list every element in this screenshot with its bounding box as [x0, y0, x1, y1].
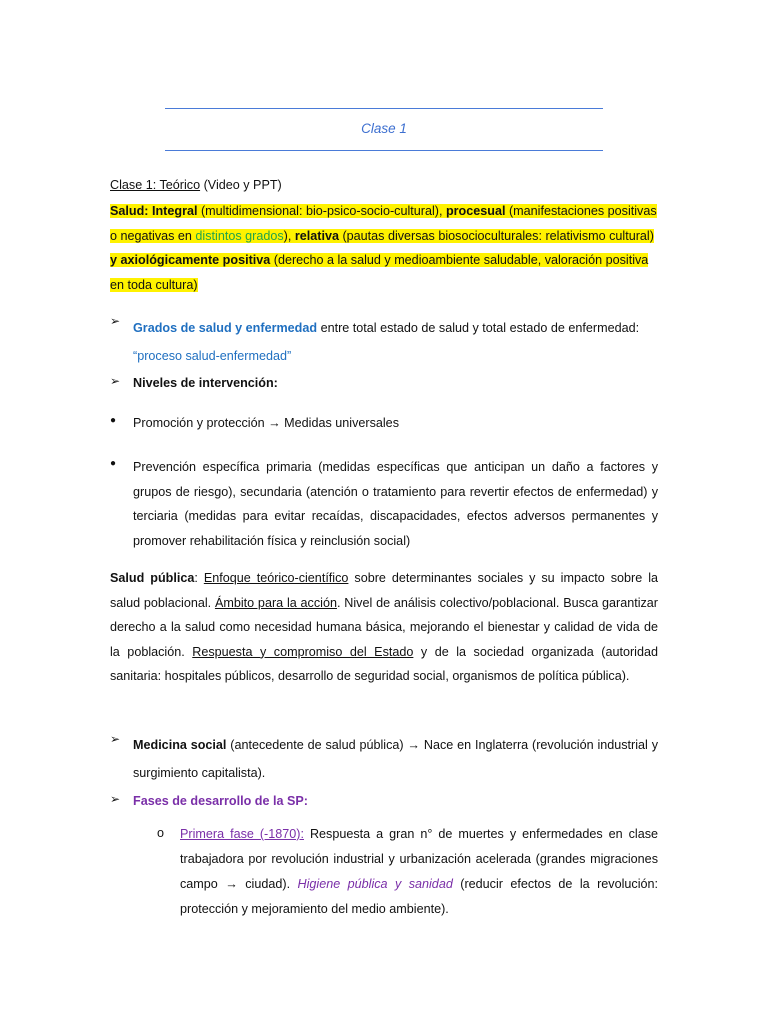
medicina-social-item [133, 731, 658, 787]
primera-fase-text-1: Respuesta a gran n° de muertes y enfermedades en clase trabajadora por revolución industrial y urbanización acelerada (grandes migraciones campo → ciudad). [180, 827, 659, 891]
grados-item [133, 314, 658, 370]
primera-fase-label: Primera fase (-1870): [180, 827, 304, 841]
procesual-text: (manifestaciones positivas o negativas en [110, 204, 657, 243]
salud-publica-label: Salud pública [110, 571, 195, 585]
niveles-heading: Niveles de intervención: [133, 376, 278, 390]
salud-publica-text-3: y de la sociedad organizada (autoridad sanitaria: hospitales públicos, desarrollo de seguridad social, organismos de política pública). [110, 644, 658, 683]
salud-publica-text-2: . Nivel de análisis colectivo/poblacional. Busca garantizar derecho a la salud como necesidad humana básica, mejorando el bienestar y calidad de vida de la población. [110, 595, 659, 659]
primera-fase-item [180, 822, 658, 922]
class-heading [110, 176, 658, 194]
grados-quote: “proceso salud-enfermedad” [133, 349, 292, 363]
axiologica-label: y axiológicamente positiva [110, 253, 271, 267]
relativa-text: (pautas diversas biosocioculturales: relativismo cultural) [338, 228, 654, 243]
respuesta-text: Respuesta y compromiso del Estado [192, 644, 414, 659]
prevencion-item: Prevención específica primaria (medidas específicas que anticipan un daño a factores y grupos de riesgo), secundaria (atención o tratamiento para revertir efectos de enfermedad) y terciaria (medidas para evitar recaídas, discapacidades, efectos adversos permanentes y promover rehabilitación física y reinclusión social) [133, 460, 658, 548]
integral-label: Integral [148, 204, 198, 218]
colon-text: : [194, 571, 204, 585]
medicina-social-text: (antecedente de salud pública) → Nace en Inglaterra (revolución industrial y surgimiento capitalista). [133, 738, 658, 780]
arrow-bullet-icon: ➢ [110, 732, 121, 746]
axiologica-text: (derecho a la salud y medioambiente saludable, valoración positiva en toda cultura) [110, 253, 649, 292]
class-heading-main: Clase 1: Teórico [110, 178, 201, 192]
medicina-social-label: Medicina social [133, 738, 227, 752]
salud-publica-text-1: sobre determinantes sociales y su impacto sobre la salud poblacional. [110, 571, 658, 610]
arrow-bullet-icon: ➢ [110, 374, 121, 388]
ambito-text: Ámbito para la acción [214, 595, 337, 610]
grados-text: entre total estado de salud y total estado de enfermedad: [317, 321, 640, 335]
fases-heading: Fases de desarrollo de la SP: [133, 794, 308, 808]
salud-label: Salud: [110, 204, 149, 218]
dot-bullet-icon: ● [110, 458, 117, 469]
grados-label: Grados de salud y enfermedad [133, 321, 318, 335]
salud-publica-paragraph [110, 566, 658, 689]
page-title: Clase 1 [361, 121, 407, 136]
class-heading-rest: (Video y PPT) [200, 178, 282, 192]
salud-definition-paragraph [110, 199, 658, 297]
arrow-bullet-icon: ➢ [110, 792, 121, 806]
after-grados-text: ), [283, 228, 292, 243]
primera-fase-text-2: (reducir efectos de la revolución: protección y mejoramiento del medio ambiente). [180, 877, 658, 916]
dot-bullet-icon: ● [110, 415, 117, 426]
relativa-label: relativa [291, 228, 339, 243]
enfoque-text: Enfoque teórico-científico [203, 571, 349, 585]
arrow-bullet-icon: ➢ [110, 314, 121, 328]
promocion-item: Promoción y protección → Medidas universales [133, 416, 399, 430]
circle-bullet-icon: o [157, 826, 165, 840]
header-top-rule [165, 108, 603, 109]
integral-text: (multidimensional: bio-psico-socio-cultural), [197, 204, 443, 218]
header-bottom-rule [165, 150, 603, 151]
higiene-text: Higiene pública y sanidad [297, 877, 453, 891]
distintos-grados-text: distintos grados [195, 228, 284, 243]
procesual-label: procesual [442, 204, 506, 218]
